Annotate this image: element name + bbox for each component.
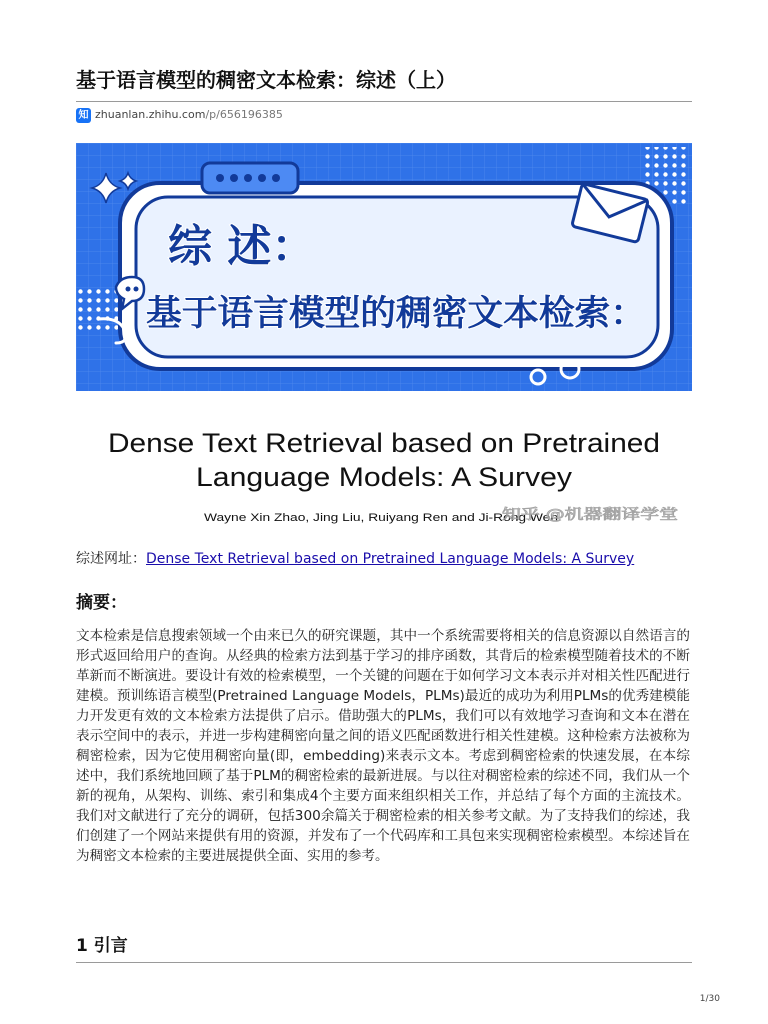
title-divider — [76, 101, 692, 102]
watermark: 知乎 @机器翻译学堂 — [502, 507, 633, 523]
section-divider — [76, 962, 692, 963]
paper-title-line2: Language Models: A Survey — [196, 462, 573, 492]
survey-link[interactable]: Dense Text Retrieval based on Pretrained Language Models: A Survey — [146, 551, 635, 567]
paper-title-image — [76, 395, 692, 535]
dot-pattern-left — [78, 289, 118, 333]
zhihu-logo-icon: 知 — [76, 108, 91, 123]
survey-link-label: 综述网址： — [76, 551, 146, 567]
section-heading-intro: 1 引言 — [76, 936, 128, 956]
source-line[interactable] — [76, 107, 283, 123]
paper-title-line1: Dense Text Retrieval based on Pretrained — [108, 428, 660, 458]
survey-link-line — [76, 549, 634, 569]
banner-line2: 基于语言模型的稠密文本检索： — [146, 294, 646, 334]
source-domain[interactable]: zhuanlan.zhihu.com — [95, 108, 206, 121]
source-path[interactable]: /p/656196385 — [205, 108, 283, 121]
article-title: 基于语言模型的稠密文本检索：综述（上） — [76, 68, 456, 92]
abstract-heading: 摘要： — [76, 593, 127, 613]
page-number: 1/30 — [699, 994, 720, 1004]
banner-line1: 综 述： — [168, 221, 316, 272]
banner-image — [76, 143, 692, 391]
abstract-text: 文本检索是信息搜索领域一个由来已久的研究课题，其中一个系统需要将相关的信息资源以自然语言的形式返回给用户的查询。从经典的检索方法到基于学习的排序函数，其背后的检索模型随着技术的不断革新而不断演进。要设计有效的检索模型，一个关键的问题在于如何学习文本表示并对相关性匹配进行建模。预训练语言模型(Pretrained Language Models，PLMs)最近的成功为利用PLMs的优秀建模能力开发更有效的文本检索方法提供了启示。借助强大的PLMs，我们可以有效地学习查询和文本在潜在表示空间中的表示，并进一步构建稠密向量之间的语义匹配函数进行相关性建模。这种检索方法被称为稠密检索，因为它使用稠密向量(即，embedding)来表示文本。考虑到稠密检索的快速发展，在本综述中，我们系统地回顾了基于PLM的稠密检索的最新进展。与以往对稠密检索的综述不同，我们从一个新的视角，从架构、训练、索引和集成4个主要方面来组织相关工作，并总结了每个方面的主流技术。我们对文献进行了充分的调研，包括300余篇关于稠密检索的相关参考文献。为了支持我们的综述，我们创建了一个网站来提供有用的资源，并发布了一个代码库和工具包来实现稠密检索模型。本综述旨在为稠密文本检索的主要进展提供全面、实用的参考。 — [76, 628, 690, 864]
paper-authors: Wayne Xin Zhao, Jing Liu, Ruiyang Ren and Ji-Rong Wen — [204, 512, 558, 524]
